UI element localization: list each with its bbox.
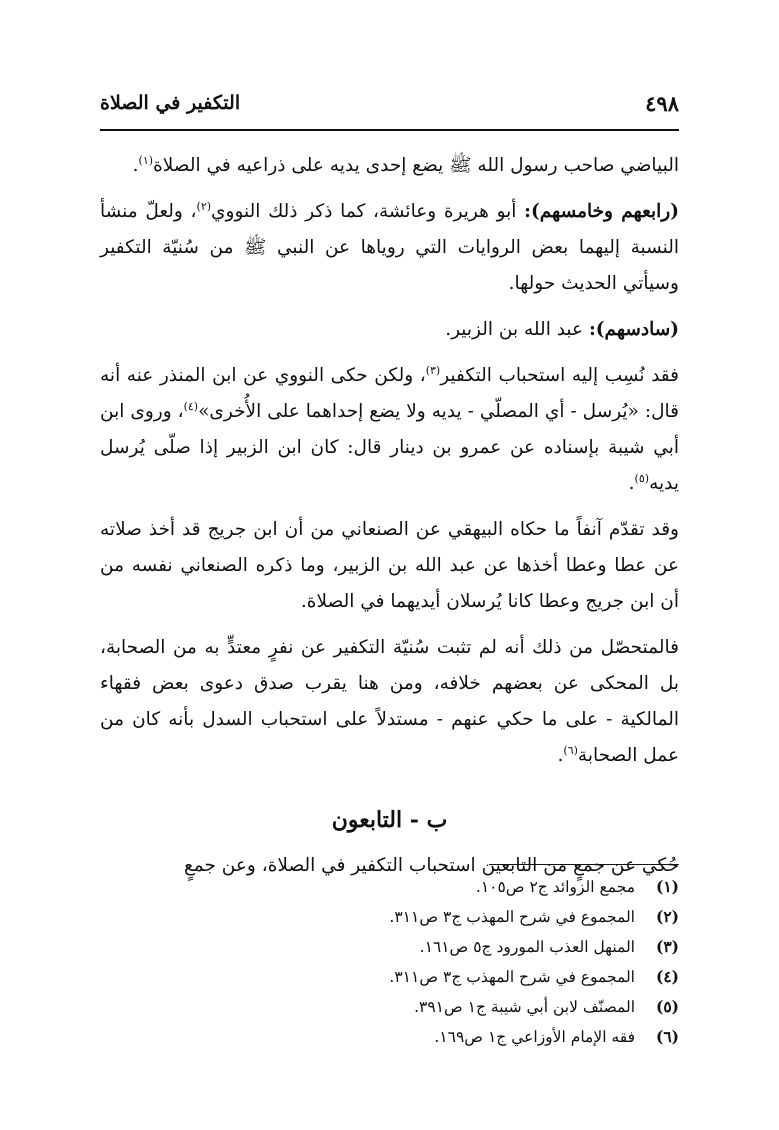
footnote-ref: (١) (138, 153, 154, 167)
paragraph-tail: . (557, 745, 564, 766)
footnote-number: (٥) (655, 997, 679, 1016)
footnote (100, 932, 679, 962)
paragraph-text: وقد تقدّم آنفاً ما حكاه البيهقي عن الصنعاني من أن ابن جريج قد أخذ صلاته عن عطا وعطا أخذها عن عبد الله بن الزبير، وما ذكره الصنعاني نفسه من أن ابن جريج وعطا كانا يُرسلان أيديهما في الصلاة. (100, 519, 679, 612)
paragraph-tail: ، ولعلّ منشأ النسبة إليهما بعض الروايات التي روياها عن النبي ﷺ من سُنيّة التكفير وسيأتي الحديث حولها. (100, 201, 679, 294)
footnote-text: المجموع في شرح المهذب ج٣ ص٣١١. (389, 968, 635, 986)
paragraph-text: حُكي عن جمعٍ من التابعين استحباب التكفير في الصلاة، وعن جمعٍ (183, 855, 679, 876)
footnote-ref: (٢) (196, 199, 212, 213)
footnote (100, 902, 679, 932)
footnote-ref: (٦) (563, 743, 578, 757)
footnote-number: (٦) (655, 1027, 679, 1046)
footnote-ref: (٣) (425, 363, 441, 377)
paragraph-1 (100, 148, 679, 184)
paragraph-2 (100, 194, 679, 302)
footnote (100, 1022, 679, 1052)
footnote (100, 872, 679, 902)
footnotes-rule (489, 864, 679, 865)
footnote-ref: (٤) (183, 399, 199, 413)
paragraph-text: فالمتحصّل من ذلك أنه لم تثبت سُنيّة التكفير عن نفرٍ معتدٍّ به من الصحابة، بل المحكى عن بعضهم خلافه، ومن هنا يقرب صدق دعوى بعض فقهاء المالكية - على ما حكي عنهم - مستدلاً على استحباب السدل بأنه كان من عمل الصحابة (100, 637, 679, 766)
paragraph-text: ، وروى ابن أبي شيبة بإسناده عن عمرو بن دينار قال: كان ابن الزبير إذا صلّى يُرسل يديه (100, 401, 679, 494)
paragraph-label: (سادسهم): (588, 319, 679, 340)
paragraph-text: فقد نُسِب إليه استحباب التكفير (440, 365, 679, 386)
paragraph-tail: . (132, 155, 139, 176)
paragraph-text: أبو هريرة وعائشة، كما ذكر ذلك النووي (211, 201, 525, 222)
paragraph-6 (100, 630, 679, 774)
footnote-number: (٤) (655, 967, 679, 986)
footnotes (100, 872, 679, 1052)
paragraph-text: البياضي صاحب رسول الله ﷺ يضع إحدى يديه على ذراعيه في الصلاة (153, 155, 679, 176)
paragraph-5 (100, 512, 679, 620)
footnote-text: فقه الإمام الأوزاعي ج١ ص١٦٩. (434, 1028, 635, 1046)
paragraph-label: (رابعهم وخامسهم): (524, 201, 679, 222)
footnote-text: المنهل العذب المورود ج٥ ص١٦١. (419, 938, 635, 956)
running-title: التكفير في الصلاة (100, 92, 241, 114)
body-text (100, 148, 679, 894)
page-number: ٤٩٨ (645, 90, 679, 116)
paragraph-text: ، ولكن حكى النووي عن ابن المنذر عنه أنه قال: «يُرسل - أي المصلّي - يديه ولا يضع إحداهما على الأُخرى» (100, 365, 680, 422)
paragraph-3 (100, 312, 679, 348)
footnote-number: (١) (655, 877, 679, 896)
paragraph-4 (100, 358, 679, 502)
section-heading: ب - التابعون (331, 807, 448, 833)
footnote-text: المجموع في شرح المهذب ج٣ ص٣١١. (389, 908, 635, 926)
paragraph-tail: . (628, 473, 635, 494)
footnote-number: (٢) (655, 907, 679, 926)
footnote-text: مجمع الزوائد ج٢ ص١٠٥. (475, 878, 635, 896)
page-header (100, 86, 679, 120)
header-rule (100, 129, 679, 131)
footnote (100, 992, 679, 1022)
footnote-ref: (٥) (634, 471, 650, 485)
footnote-text: المصنّف لابن أبي شيبة ج١ ص٣٩١. (414, 998, 635, 1016)
paragraph-text: عبد الله بن الزبير. (445, 319, 589, 340)
footnote (100, 962, 679, 992)
footnote-number: (٣) (655, 937, 679, 956)
